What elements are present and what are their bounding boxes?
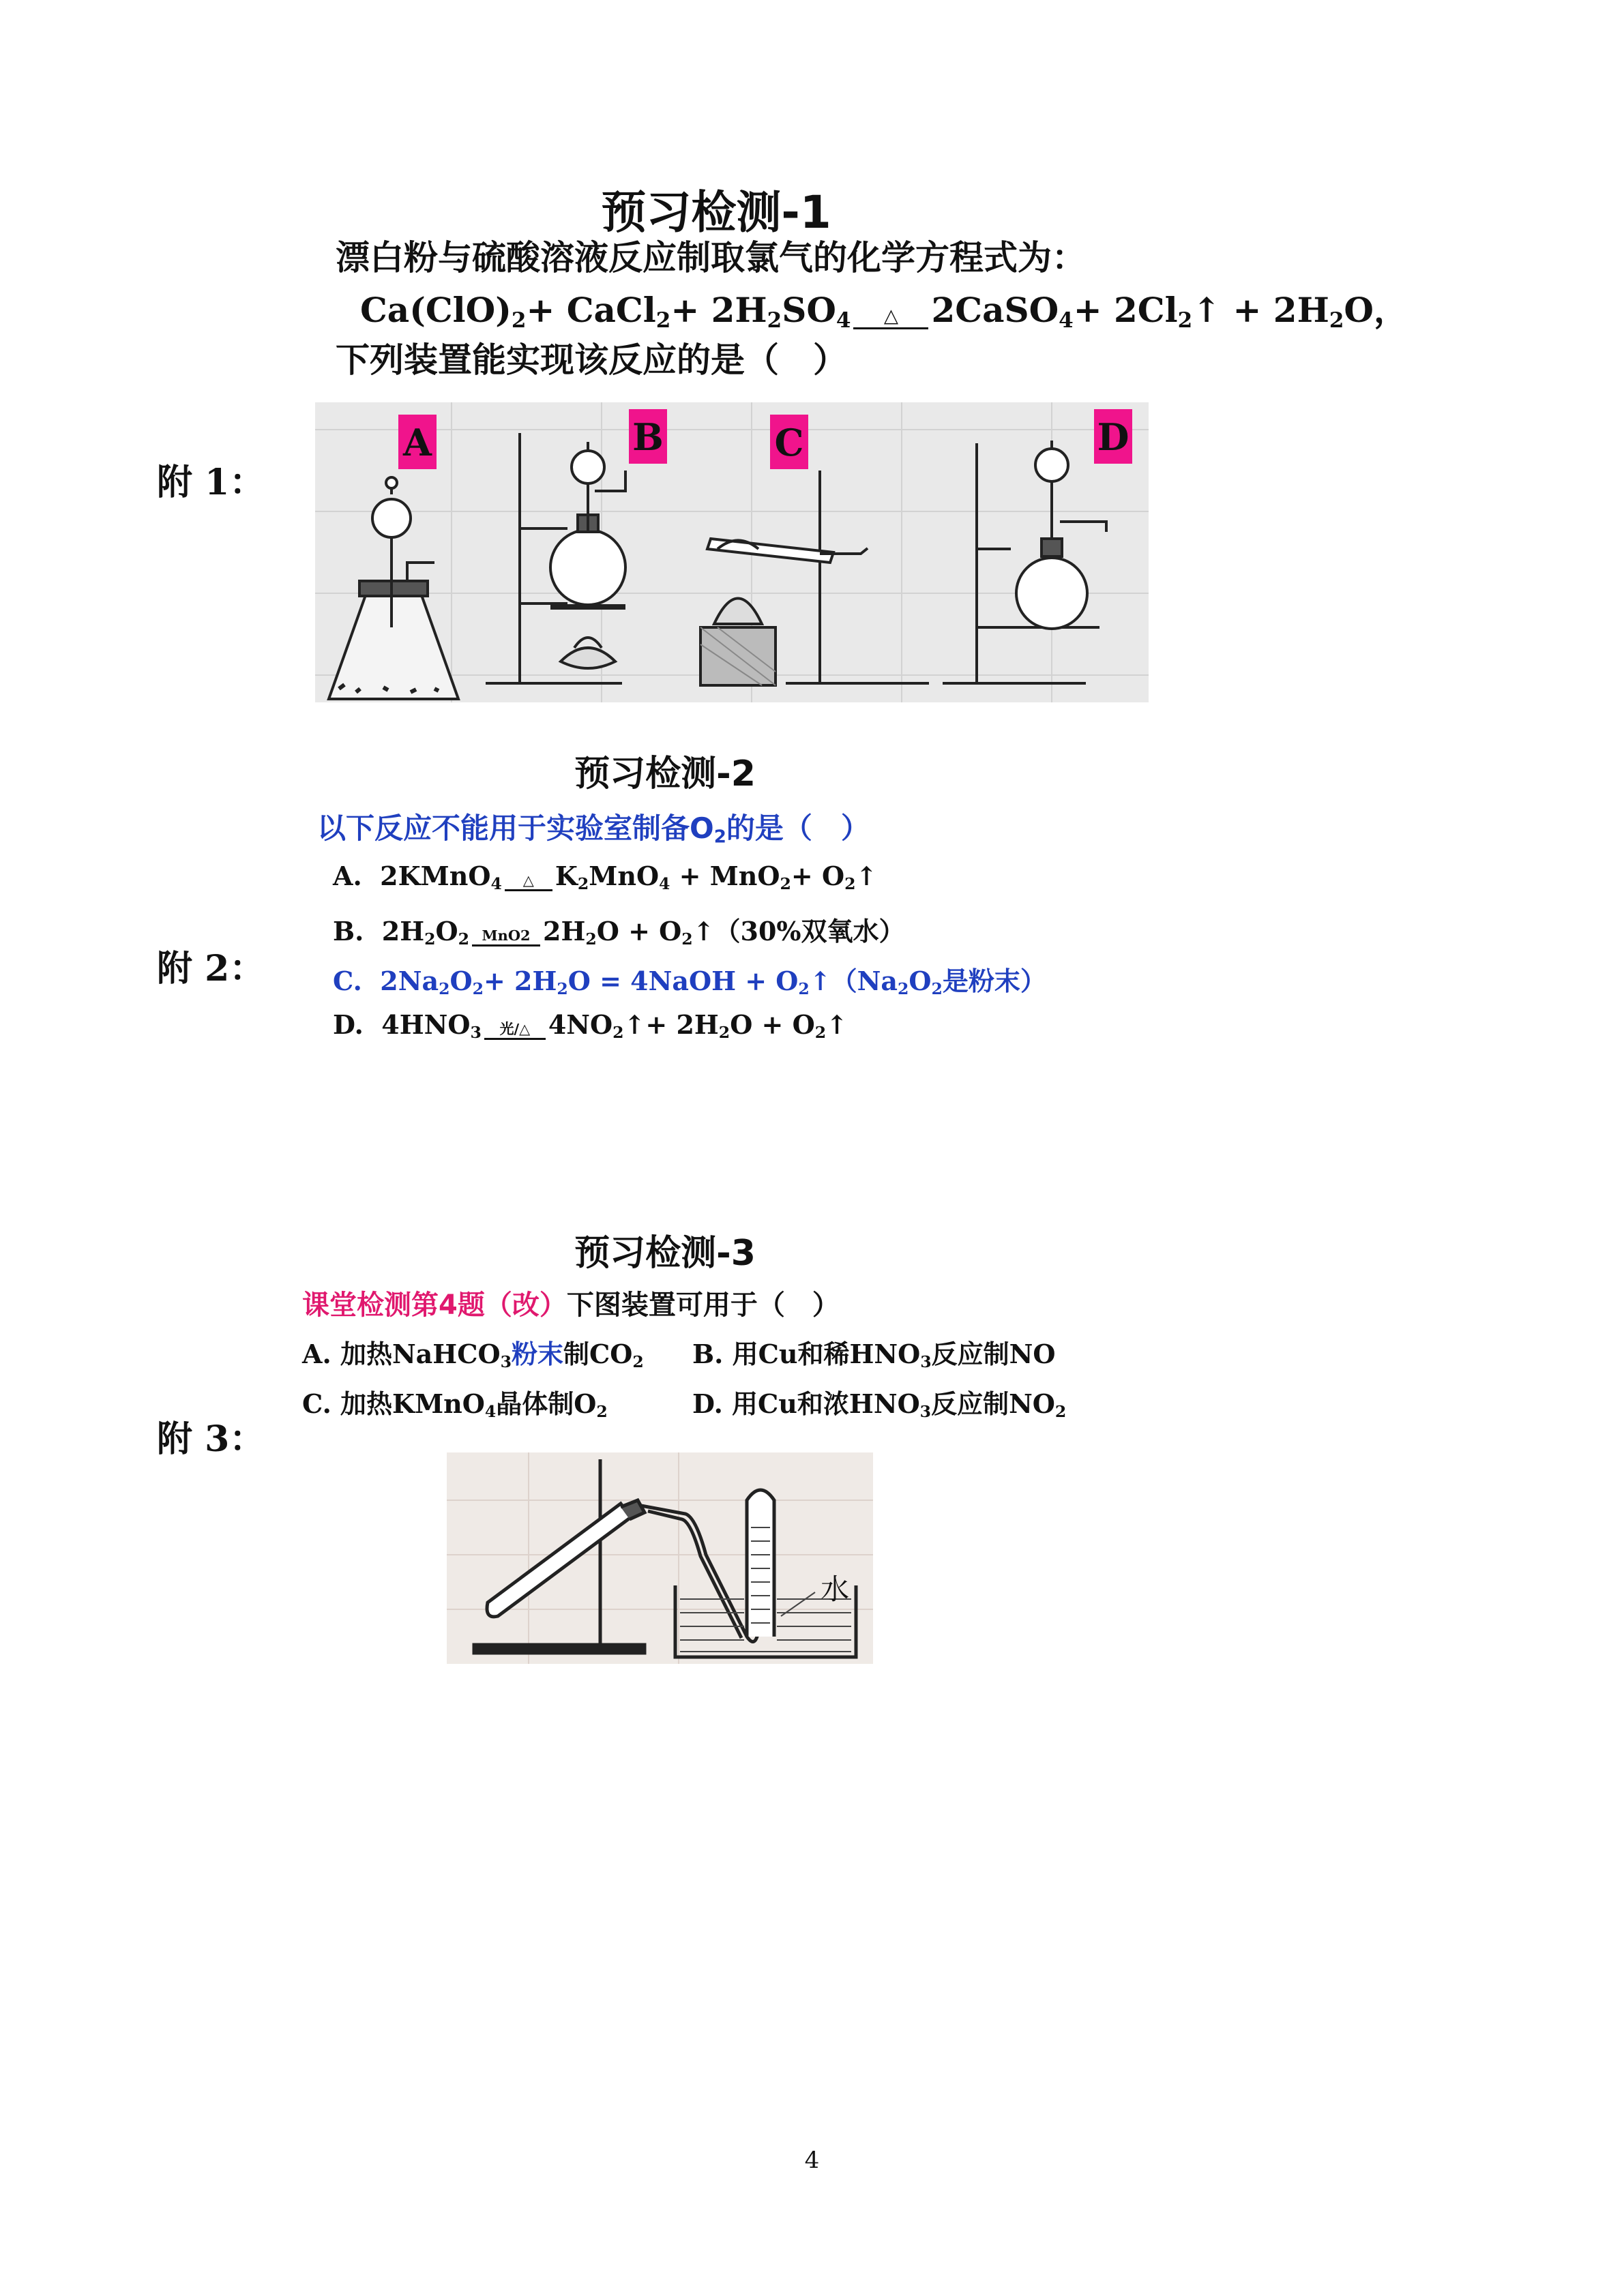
- appendix-label-1: 附 1：: [157, 462, 265, 503]
- section1-title: 预习检测-1: [601, 186, 831, 239]
- section1-intro: 漂白粉与硫酸溶液反应制取氯气的化学方程式为：: [336, 238, 1086, 278]
- section3-question-suffix: 下图装置可用于（ ）: [566, 1289, 840, 1321]
- page-number: 4: [804, 2147, 820, 2174]
- apparatus-label-a: A: [403, 421, 432, 464]
- water-label: 水: [821, 1572, 850, 1606]
- section2-question: 以下反应不能用于实验室制备$O_2$的是（ ）: [317, 811, 870, 848]
- section2-title: 预习检测-2: [574, 754, 756, 794]
- section1-question: 下列装置能实现该反应的是（ ）: [336, 340, 847, 380]
- apparatus-figure-3: [447, 1452, 873, 1664]
- section2-option-a: A. 2KMnO$_4$ △ $K_2MnO_4 + MnO_2+$ $O_2↑$: [333, 861, 878, 893]
- section2-option-b: B. $2H_2O_2$ MnO2 $2H_2O$ + $O_2↑(30\%$双氧水）: [333, 916, 905, 949]
- apparatus-figure-1: [315, 402, 1149, 702]
- section3-question-prefix: 课堂检测第4题（改）: [302, 1289, 567, 1321]
- appendix-label-2: 附 2：: [157, 948, 265, 989]
- appendix-label-3: 附 3：: [157, 1418, 265, 1460]
- section3-title: 预习检测-3: [574, 1233, 756, 1274]
- apparatus-label-b: B: [632, 415, 664, 459]
- section3-option-b: B. 用Cu和稀$HNO_3$反应制NO: [692, 1339, 1056, 1371]
- section2-option-d: D. $4HNO_3$ 光/△ $4NO_2↑+ 2H_2O$ + $O_2↑$: [333, 1009, 848, 1042]
- apparatus-label-c: C: [774, 421, 804, 464]
- section2-option-c: C. $2Na_2O_2+ 2H_2O$ = 4NaOH + $O_2↑(Na_2O_2$是粉末）: [333, 966, 1046, 998]
- section3-option-a: A. 加热NaHCO$_3$粉末制$CO_2$: [302, 1339, 644, 1371]
- section1-equation: $Ca(ClO)_2+$ CaCl$_2$+ $2H_2SO_4$ △ 2CaSO$_4$+ $2Cl_2↑ + 2H_2O$，: [360, 290, 1408, 333]
- apparatus-label-d: D: [1097, 415, 1130, 459]
- section3-question: [302, 1283, 840, 1322]
- section3-option-d: D. 用Cu和浓$HNO_3$反应制$NO_2$: [692, 1388, 1067, 1421]
- section3-option-c: C. 加热KMnO$_4$晶体制$O_2$: [302, 1388, 608, 1421]
